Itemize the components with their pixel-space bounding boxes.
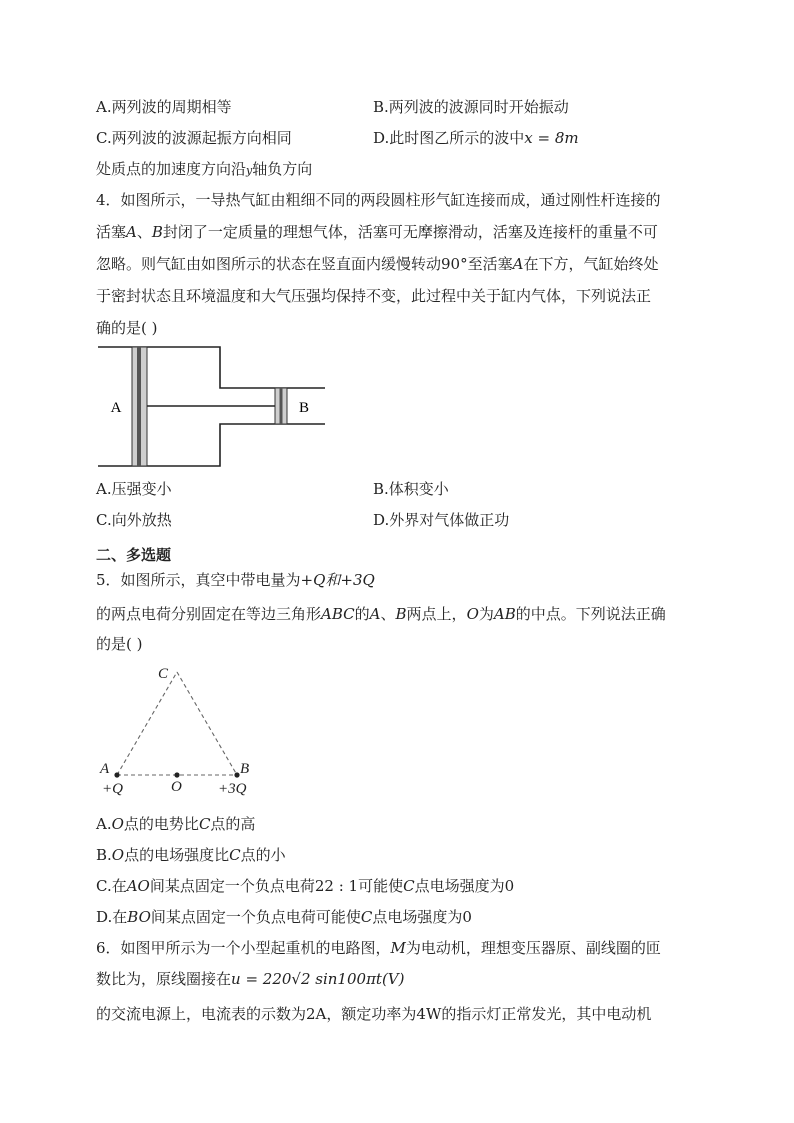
label-a: A	[110, 400, 122, 416]
point-b	[234, 772, 239, 777]
q4-cylinder-figure	[96, 344, 328, 470]
q4-stem-line-4: 于密封状态且环境温度和大气压强均保持不变，此过程中关于缸内气体，下列说法正	[96, 287, 652, 305]
q5-text: 的中点。下列说法正确	[515, 605, 666, 623]
q5-option-b[interactable]	[96, 845, 286, 865]
q4-text: 忽略。则气缸由如图所示的状态在竖直面内缓慢转动90°至活塞	[96, 255, 513, 273]
q3-option-d-continued	[96, 159, 312, 181]
q5-var: AB	[493, 605, 516, 623]
q6-text: 的交流电源上，电流表的示数为	[96, 1005, 307, 1023]
label-a: A	[100, 761, 110, 777]
section-title: 二、多选题	[96, 546, 172, 564]
q5-opt-text: 点电场强度为0	[372, 908, 472, 926]
label-o: O	[171, 779, 182, 795]
q5-opt-ratio: 22 : 1	[314, 877, 359, 895]
label-charge-a: +Q	[102, 781, 123, 797]
q5-var: B	[395, 605, 407, 623]
q5-text: 为	[478, 605, 494, 623]
q4-text: 在下方，气缸始终处	[523, 255, 659, 273]
q5-opt-var: C	[403, 877, 415, 895]
side-cb	[177, 672, 237, 775]
q5-charges: +Q和+3Q	[300, 571, 375, 589]
q5-text: 的两点电荷分别固定在等边三角形	[96, 605, 322, 623]
q3-option-d-cont-text: 处质点的加速度方向沿	[96, 160, 247, 178]
q5-stem-line-3: 的是( )	[96, 635, 143, 653]
q6-text: ，额定功率为	[326, 1005, 417, 1023]
q4-stem-line-5: 确的是( )	[96, 319, 158, 337]
q4-option-a[interactable]: A.压强变小	[96, 480, 172, 498]
q6-text: 为电动机，理想变压器原、副线圈的匝	[405, 939, 661, 957]
q6-voltage-formula: u = 220√2 sin100πt(V)	[231, 970, 405, 988]
q5-opt-var: O	[111, 846, 125, 864]
q5-opt-var: C	[198, 815, 211, 833]
label-charge-b: +3Q	[218, 781, 247, 797]
label-c: C	[158, 666, 169, 682]
q6-stem-line-3	[96, 1004, 651, 1024]
q5-opt-text: 点的高	[210, 815, 256, 833]
q5-text: 两点上，	[406, 605, 467, 623]
q4-text: 、	[136, 223, 152, 241]
q4-option-c[interactable]: C.向外放热	[96, 511, 172, 529]
q6-var-m: M	[390, 939, 406, 957]
q6-stem-line-2	[96, 969, 405, 989]
point-a	[114, 772, 119, 777]
q5-option-a[interactable]	[96, 814, 255, 834]
q3-option-a[interactable]: A.两列波的周期相等	[96, 98, 232, 116]
q5-opt-text: 可能使	[358, 877, 404, 895]
q4-text: 封闭了一定质量的理想气体，活塞可无摩擦滑动，活塞及连接杆的重量不可	[162, 223, 658, 241]
q4-stem-line-2	[96, 222, 658, 242]
q5-opt-var: C	[360, 908, 373, 926]
q5-stem-line-1	[96, 570, 375, 590]
q4-var-b: B	[151, 223, 163, 241]
side-ac	[117, 672, 177, 775]
q5-stem-line-2	[96, 604, 666, 624]
q5-var: O	[466, 605, 479, 623]
q5-opt-text: 点的电场强度比	[124, 846, 230, 864]
q5-triangle-figure	[96, 660, 266, 800]
q5-opt-text: 间某点固定一个负点电荷可能使	[150, 908, 361, 926]
q5-var: A	[369, 605, 381, 623]
q4-var-a: A	[126, 223, 137, 241]
q6-text: 数比为，原线圈接在	[96, 970, 232, 988]
q4-var-a: A	[512, 255, 524, 273]
q3-option-c[interactable]: C.两列波的波源起振方向相同	[96, 129, 292, 147]
q3-option-d[interactable]	[373, 128, 579, 148]
q5-opt-var: O	[111, 815, 124, 833]
q4-option-b[interactable]: B.体积变小	[373, 480, 449, 498]
q5-opt-text: B.	[96, 846, 112, 864]
q5-option-c[interactable]	[96, 876, 514, 896]
q3-option-d-axis: y	[246, 164, 253, 177]
q4-text: 活塞	[96, 223, 127, 241]
q4-stem-line-1: 4．如图所示，一导热气缸由粗细不同的两段圆柱形气缸连接而成，通过刚性杆连接的	[96, 191, 661, 209]
q4-option-d[interactable]: D.外界对气体做正功	[373, 511, 510, 529]
q6-current: 2A	[306, 1005, 327, 1023]
q6-power: 4W	[416, 1005, 442, 1023]
q3-option-d-math: x = 8m	[524, 129, 579, 147]
q5-text: 5．如图所示，真空中带电量为	[96, 571, 301, 589]
label-b: B	[240, 761, 250, 777]
q6-stem-line-1	[96, 938, 661, 958]
q3-option-b[interactable]: B.两列波的波源同时开始振动	[373, 98, 569, 116]
q4-stem-line-3	[96, 254, 658, 274]
q5-opt-text: 点的小	[240, 846, 286, 864]
q5-opt-var: BO	[127, 908, 151, 926]
q5-opt-text: 间某点固定一个负点电荷	[149, 877, 315, 895]
q5-text: 、	[380, 605, 396, 623]
q3-option-d-text: D.此时图乙所示的波中	[373, 129, 525, 147]
label-b: B	[298, 400, 310, 416]
q5-opt-text: A.	[96, 815, 112, 833]
q5-opt-text: 点的电势比	[123, 815, 199, 833]
q5-opt-text: C.在	[96, 877, 127, 895]
q5-option-d[interactable]	[96, 907, 472, 927]
q6-text: 6．如图甲所示为一个小型起重机的电路图，	[96, 939, 391, 957]
q5-opt-text: D.在	[96, 908, 128, 926]
q3-option-d-cont-text2: 轴负方向	[252, 160, 313, 178]
q5-text: 的	[354, 605, 370, 623]
q5-opt-var: AO	[126, 877, 150, 895]
q6-text: 的指示灯正常发光，其中电动机	[441, 1005, 652, 1023]
point-o	[174, 772, 179, 777]
q5-opt-var: C	[229, 846, 241, 864]
q5-var: ABC	[321, 605, 355, 623]
q5-opt-text: 点电场强度为0	[414, 877, 515, 895]
